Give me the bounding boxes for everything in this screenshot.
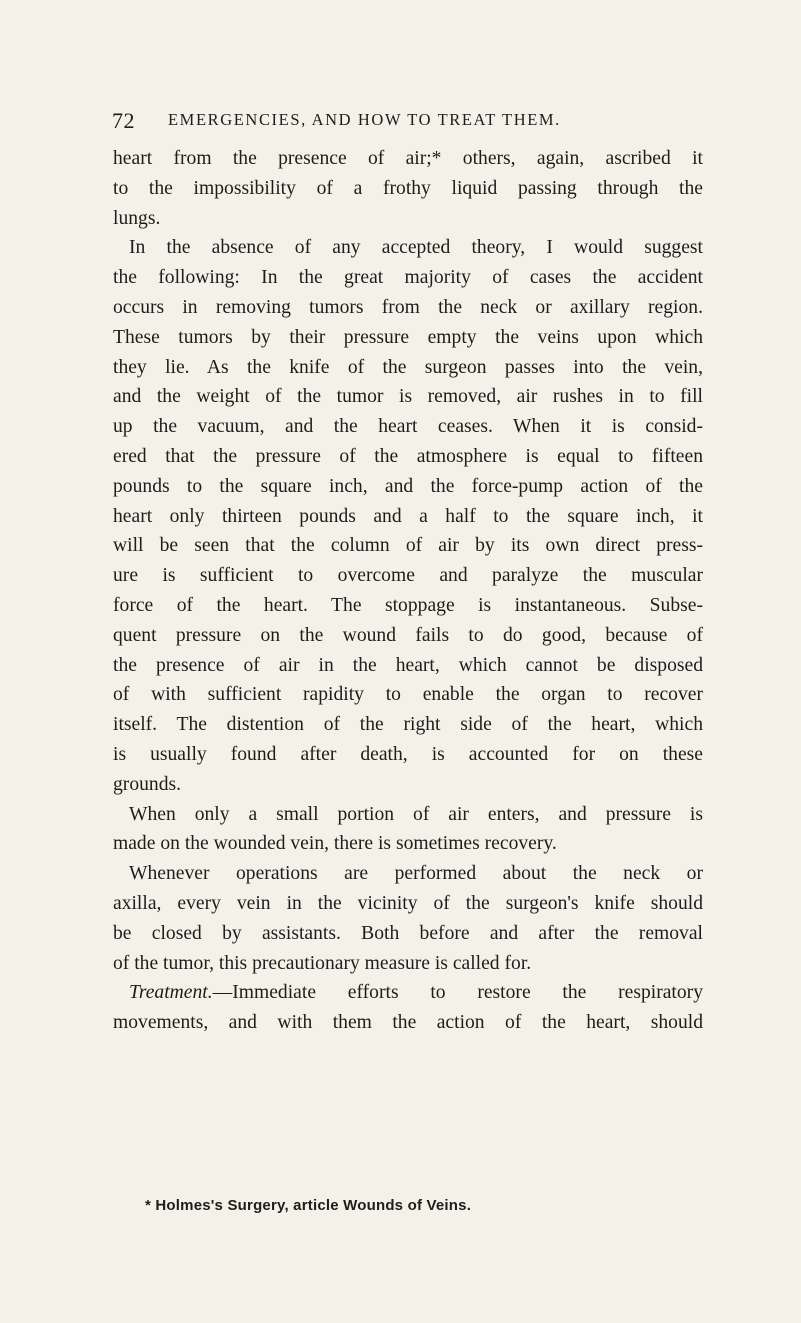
running-head: EMERGENCIES, AND HOW TO TREAT THEM. bbox=[168, 110, 561, 129]
text-line: pounds to the square inch, and the force-pump action of the bbox=[113, 475, 703, 497]
text-line: lungs. bbox=[113, 207, 161, 229]
text-line: force of the heart. The stoppage is instantaneous. Subse- bbox=[113, 594, 703, 616]
text-line: the presence of air in the heart, which cannot be disposed bbox=[113, 654, 703, 676]
text-line: occurs in removing tumors from the neck or axillary region. bbox=[113, 296, 703, 318]
text-line: heart from the presence of air;* others, again, ascribed it bbox=[113, 148, 703, 169]
text-line: made on the wounded vein, there is sometimes recovery. bbox=[113, 833, 557, 855]
text-line: These tumors by their pressure empty the veins upon which bbox=[113, 326, 703, 348]
text-line: up the vacuum, and the heart ceases. When it is consid- bbox=[113, 416, 703, 438]
footnote: * Holmes's Surgery, article Wounds of Veins. bbox=[145, 1197, 472, 1214]
text-line: and the weight of the tumor is removed, air rushes in to fill bbox=[113, 386, 703, 408]
text-line: heart only thirteen pounds and a half to the square inch, it bbox=[113, 505, 703, 527]
text-line: the following: In the great majority of cases the accident bbox=[113, 267, 703, 289]
text-line: to the impossibility of a frothy liquid passing through the bbox=[113, 177, 703, 199]
page-header bbox=[112, 108, 692, 136]
text-line: movements, and with them the action of the heart, should bbox=[113, 1012, 703, 1034]
text-line: they lie. As the knife of the surgeon passes into the vein, bbox=[113, 356, 703, 378]
text-line: is usually found after death, is accounted for on these bbox=[113, 743, 703, 765]
treatment-line bbox=[113, 978, 703, 1008]
page-number: 72 bbox=[112, 108, 135, 133]
text-line: of the tumor, this precautionary measure is called for. bbox=[113, 952, 532, 974]
text-line: axilla, every vein in the vicinity of the surgeon's knife should bbox=[113, 892, 703, 914]
treatment-label: Treatment. bbox=[129, 982, 213, 1004]
text-line: grounds. bbox=[113, 773, 182, 795]
text-line: When only a small portion of air enters, and pressure is bbox=[129, 803, 703, 825]
text-line: itself. The distention of the right side of the heart, which bbox=[113, 714, 703, 736]
text-line: ered that the pressure of the atmosphere is equal to fifteen bbox=[113, 445, 703, 467]
text-line: Whenever operations are performed about the neck or bbox=[129, 863, 703, 885]
text-line: be closed by assistants. Both before and after the removal bbox=[113, 922, 703, 944]
text-line: quent pressure on the wound fails to do good, because of bbox=[113, 624, 703, 646]
text-line: of with sufficient rapidity to enable the organ to recover bbox=[113, 684, 703, 706]
text-line: ure is sufficient to overcome and paralyze the muscular bbox=[113, 565, 703, 587]
text-line: In the absence of any accepted theory, I would suggest bbox=[129, 237, 703, 259]
body-text bbox=[113, 144, 703, 1038]
treatment-text: —Immediate efforts to restore the respiratory bbox=[212, 982, 703, 1004]
text-line: will be seen that the column of air by its own direct press- bbox=[113, 535, 703, 557]
